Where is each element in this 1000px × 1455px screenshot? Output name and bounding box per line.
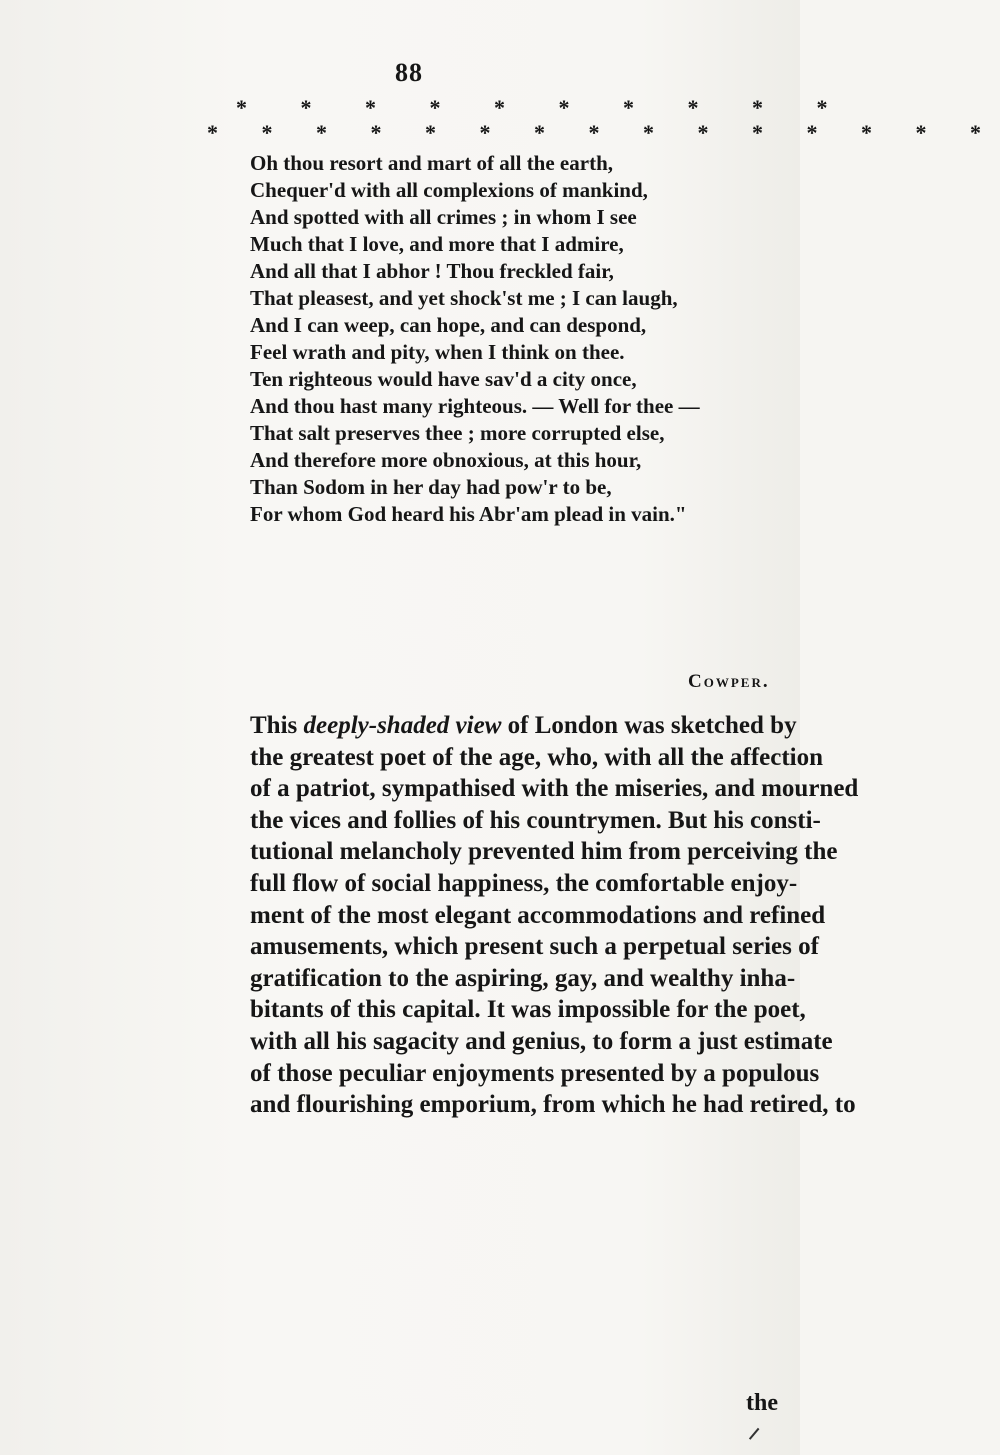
poem-line: Than Sodom in her day had pow'r to be, [250, 475, 612, 499]
italic-phrase: deeply-shaded view [303, 712, 502, 739]
poem-line: And all that I abhor ! Thou freckled fair, [250, 259, 614, 283]
poem-line: That pleasest, and yet shock'st me ; I can laugh, [250, 286, 678, 310]
page-number: 88 [395, 58, 423, 87]
poem-quotation [250, 150, 790, 528]
poem-line: And I can weep, can hope, and can despond, [250, 313, 647, 337]
poem-line: And therefore more obnoxious, at this hour, [250, 448, 642, 472]
text-run: This [250, 712, 304, 739]
paragraph-line: tutional melancholy prevented him from perceiving the [250, 838, 838, 866]
paragraph-line [250, 710, 797, 742]
poem-line: Ten righteous would have sav'd a city once, [250, 367, 637, 391]
ornament-row-2: * * * * * * * * * * * * * * * [207, 120, 1000, 145]
poem-line: And thou hast many righteous. — Well for thee — [250, 394, 700, 418]
paragraph-line: bitants of this capital. It was impossible for the poet, [250, 996, 806, 1024]
paragraph-line: amusements, which present such a perpetual series of [250, 933, 819, 961]
poem-line: That salt preserves thee ; more corrupted else, [250, 421, 665, 445]
poem-line: Oh thou resort and mart of all the earth, [250, 151, 613, 175]
poem-attribution: Cowper. [688, 671, 770, 692]
body-paragraph [250, 710, 859, 1121]
paragraph-line: full flow of social happiness, the comfortable enjoy- [250, 869, 798, 897]
paragraph-line: and flourishing emporium, from which he had retired, to [250, 1091, 856, 1119]
paragraph-line: of a patriot, sympathised with the miseries, and mourned [250, 775, 859, 803]
poem-line: For whom God heard his Abr'am plead in vain." [250, 502, 687, 526]
paragraph-line: the vices and follies of his countrymen. But his consti- [250, 806, 821, 834]
ornament-row-1: * * * * * * * * * * [236, 95, 852, 120]
paragraph-line: the greatest poet of the age, who, with all the affection [250, 743, 824, 771]
paragraph-line: gratification to the aspiring, gay, and wealthy inha- [250, 964, 796, 992]
poem-line: Chequer'd with all complexions of mankind, [250, 178, 648, 202]
text-run: of London was sketched by [501, 712, 797, 739]
paragraph-line: with all his sagacity and genius, to form a just estimate [250, 1027, 833, 1055]
paragraph-line: of those peculiar enjoyments presented by a populous [250, 1059, 820, 1087]
paragraph-line: ment of the most elegant accommodations and refined [250, 901, 826, 929]
catchword: the [746, 1390, 778, 1416]
poem-line: Feel wrath and pity, when I think on thee. [250, 340, 625, 364]
poem-line: And spotted with all crimes ; in whom I see [250, 205, 637, 229]
poem-line: Much that I love, and more that I admire, [250, 232, 624, 256]
ink-mark [749, 1428, 767, 1446]
